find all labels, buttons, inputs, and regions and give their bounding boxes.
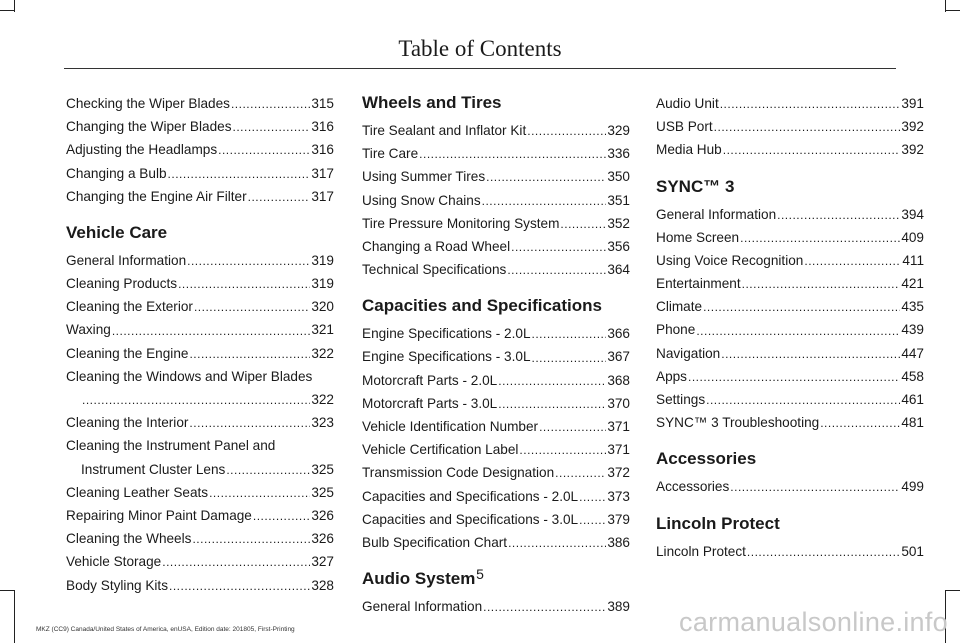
dot-leader <box>82 388 310 411</box>
toc-entry[interactable] <box>362 461 630 484</box>
toc-entry-page: 352 <box>607 215 630 231</box>
toc-entry-page: 325 <box>311 484 334 500</box>
dot-leader <box>714 115 901 138</box>
toc-entry-continuation <box>66 458 334 481</box>
toc-entry-page: 370 <box>607 395 630 411</box>
toc-entry-page: 317 <box>311 165 334 181</box>
watermark: carmanualsonline.info <box>679 607 948 637</box>
toc-entry[interactable] <box>656 540 924 563</box>
toc-entry-title: Tire Sealant and Inflator Kit <box>362 122 527 138</box>
dot-leader <box>178 272 310 295</box>
toc-entry-title: Using Voice Recognition <box>656 252 804 268</box>
toc-entry-title: Motorcraft Parts - 2.0L <box>362 372 498 388</box>
toc-entry-title: Engine Specifications - 3.0L <box>362 349 531 365</box>
toc-entry-title: Repairing Minor Paint Damage <box>66 508 252 524</box>
dot-leader <box>706 388 900 411</box>
dot-leader <box>532 322 607 345</box>
toc-entry[interactable] <box>66 92 334 115</box>
toc-entry[interactable] <box>362 189 630 212</box>
toc-entry[interactable] <box>656 138 924 161</box>
toc-entry-title: Phone <box>656 322 696 338</box>
toc-entry-title: Apps <box>656 368 687 384</box>
toc-entry[interactable] <box>656 115 924 138</box>
crop-mark <box>14 0 15 12</box>
toc-entry-title: Using Summer Tires <box>362 169 486 185</box>
dot-leader <box>560 212 606 235</box>
dot-leader <box>209 481 310 504</box>
section-heading: Lincoln Protect <box>656 513 780 533</box>
page-title: Table of Contents <box>398 36 562 61</box>
toc-entry-title: Capacities and Specifications - 2.0L <box>362 488 579 504</box>
section-heading: Capacities and Specifications <box>362 296 602 316</box>
toc-entry[interactable] <box>362 322 630 345</box>
toc-entry-page: 336 <box>607 146 630 162</box>
crop-mark <box>14 590 15 643</box>
toc-entry-page: 328 <box>311 577 334 593</box>
edition-footer: MKZ (CC9) Canada/United States of America, enUSA, Edition date: 201805, First-Printing <box>36 626 295 633</box>
dot-leader <box>723 138 901 161</box>
toc-entry[interactable] <box>362 165 630 188</box>
toc-entry[interactable] <box>656 411 924 434</box>
toc-entry-title: Cleaning the Windows and Wiper Blades <box>66 368 313 384</box>
toc-entry-page: 327 <box>311 554 334 570</box>
dot-leader <box>189 342 310 365</box>
toc-entry-page: 323 <box>311 415 334 431</box>
toc-entry-page: 461 <box>901 392 924 408</box>
toc-entry-title: Settings <box>656 392 706 408</box>
toc-entry[interactable] <box>66 185 334 208</box>
toc-entry[interactable] <box>362 369 630 392</box>
toc-entry-title: Entertainment <box>656 276 741 292</box>
toc-entry-page: 329 <box>607 122 630 138</box>
toc-entry-title: Accessories <box>656 479 730 495</box>
toc-entry[interactable] <box>66 249 334 272</box>
dot-leader <box>532 346 607 369</box>
toc-entry-page: 371 <box>607 419 630 435</box>
toc-entry-title: Cleaning the Wheels <box>66 531 192 547</box>
toc-entry-title: SYNC™ 3 Troubleshooting <box>656 415 820 431</box>
toc-entry-title: Lincoln Protect <box>656 543 746 559</box>
toc-entry-page: 315 <box>311 95 334 111</box>
toc-entry[interactable] <box>362 142 630 165</box>
dot-leader <box>804 249 901 272</box>
crop-mark <box>0 590 14 591</box>
toc-entry-page: 391 <box>901 95 924 111</box>
toc-entry-title: Media Hub <box>656 142 722 158</box>
toc-entry[interactable] <box>656 475 924 498</box>
toc-entry-title: Home Screen <box>656 229 740 245</box>
dot-leader <box>253 504 310 527</box>
dot-leader <box>189 411 310 434</box>
toc-entry-page: 372 <box>607 465 630 481</box>
toc-entry[interactable] <box>362 595 630 618</box>
dot-leader <box>730 475 900 498</box>
toc-entry-title: Engine Specifications - 2.0L <box>362 326 531 342</box>
toc-entry-page: 392 <box>901 142 924 158</box>
toc-entry[interactable] <box>66 272 334 295</box>
toc-entry-page: 439 <box>901 322 924 338</box>
toc-entry-title: Cleaning the Interior <box>66 415 189 431</box>
toc-entry-page: 319 <box>311 252 334 268</box>
toc-entry[interactable] <box>66 504 334 527</box>
toc-entry-title: Motorcraft Parts - 3.0L <box>362 395 498 411</box>
toc-entry-title: Using Snow Chains <box>362 192 481 208</box>
toc-entry-page: 458 <box>901 368 924 384</box>
toc-entry-title: Changing a Bulb <box>66 165 167 181</box>
toc-entry-title: Technical Specifications <box>362 262 507 278</box>
toc-entry-page: 435 <box>901 299 924 315</box>
toc-entry-page: 320 <box>311 299 334 315</box>
toc-entry-title: Tire Care <box>362 146 419 162</box>
toc-entry-title: Transmission Code Designation <box>362 465 555 481</box>
dot-leader <box>233 115 311 138</box>
toc-entry-page: 351 <box>607 192 630 208</box>
toc-entry-page: 322 <box>311 392 334 408</box>
toc-entry[interactable] <box>656 365 924 388</box>
dot-leader <box>419 142 606 165</box>
toc-entry-title: Changing the Wiper Blades <box>66 119 232 135</box>
toc-entry-page: 373 <box>607 488 630 504</box>
toc-entry-page: 325 <box>311 461 334 477</box>
dot-leader <box>498 369 606 392</box>
toc-entry-page: 371 <box>607 442 630 458</box>
toc-entry[interactable] <box>656 295 924 318</box>
toc-entry-page: 409 <box>901 229 924 245</box>
toc-entry-title: Cleaning the Instrument Panel and <box>66 438 276 454</box>
toc-entry-page: 392 <box>901 119 924 135</box>
toc-entry-title: Vehicle Certification Label <box>362 442 519 458</box>
toc-entry-page: 321 <box>311 322 334 338</box>
dot-leader <box>248 185 311 208</box>
dot-leader <box>486 165 606 188</box>
toc-entry[interactable] <box>362 119 630 142</box>
toc-entry-page: 316 <box>311 119 334 135</box>
toc-entry-title: Bulb Specification Chart <box>362 534 508 550</box>
crop-mark <box>946 10 960 11</box>
toc-entry[interactable] <box>66 434 334 480</box>
dot-leader <box>688 365 900 388</box>
section-heading: Vehicle Care <box>66 222 168 242</box>
toc-entry-title: Climate <box>656 299 703 315</box>
toc-entry[interactable] <box>66 411 334 434</box>
toc-entry-title: Changing the Engine Air Filter <box>66 188 247 204</box>
toc-entry-title: Tire Pressure Monitoring System <box>362 215 560 231</box>
toc-entry-page: 364 <box>607 262 630 278</box>
toc-entry-page: 499 <box>901 479 924 495</box>
toc-entry[interactable] <box>66 162 334 185</box>
dot-leader <box>527 119 606 142</box>
toc-entry-page: 326 <box>311 531 334 547</box>
dot-leader <box>720 92 901 115</box>
dot-leader <box>231 92 310 115</box>
toc-entry[interactable] <box>362 438 630 461</box>
dot-leader <box>507 258 606 281</box>
toc-entry-title: Cleaning Products <box>66 276 178 292</box>
toc-entry-title: Waxing <box>66 322 111 338</box>
toc-entry[interactable] <box>656 388 924 411</box>
toc-entry-title: Audio Unit <box>656 95 719 111</box>
toc-entry[interactable] <box>66 295 334 318</box>
toc-entry[interactable] <box>656 92 924 115</box>
toc-column-2 <box>362 92 630 618</box>
toc-entry-page: 421 <box>901 276 924 292</box>
toc-entry-page: 317 <box>311 188 334 204</box>
toc-entry-page: 366 <box>607 326 630 342</box>
dot-leader <box>194 295 310 318</box>
toc-entry[interactable] <box>362 508 630 531</box>
crop-mark <box>946 590 960 591</box>
dot-leader <box>747 540 900 563</box>
toc-entry-title-line2: Instrument Cluster Lens <box>81 461 226 477</box>
page-number: 5 <box>476 566 484 582</box>
toc-entry-title: General Information <box>656 206 777 222</box>
toc-column-3 <box>656 92 924 563</box>
toc-column-1 <box>66 92 334 597</box>
toc-entry-title: Cleaning Leather Seats <box>66 484 209 500</box>
dot-leader <box>218 138 310 161</box>
dot-leader <box>192 527 310 550</box>
toc-entry-title: General Information <box>362 599 483 615</box>
toc-entry-page: 481 <box>901 415 924 431</box>
toc-entry-page: 389 <box>607 599 630 615</box>
dot-leader <box>168 162 311 185</box>
toc-entry[interactable] <box>66 527 334 550</box>
toc-entry[interactable] <box>656 249 924 272</box>
dot-leader <box>703 295 900 318</box>
dot-leader <box>696 319 900 342</box>
toc-entry[interactable] <box>66 319 334 342</box>
toc-entry-title: Cleaning the Exterior <box>66 299 193 315</box>
toc-entry[interactable] <box>362 346 630 369</box>
toc-entry-page: 316 <box>311 142 334 158</box>
toc-entry-page: 379 <box>607 511 630 527</box>
dot-leader <box>777 203 900 226</box>
toc-entry-title: Changing a Road Wheel <box>362 238 511 254</box>
crop-mark <box>0 10 14 11</box>
toc-entry-title: Adjusting the Headlamps <box>66 142 218 158</box>
toc-entry-title: General Information <box>66 252 187 268</box>
toc-entry[interactable] <box>362 212 630 235</box>
header-divider <box>64 68 896 69</box>
dot-leader <box>508 531 606 554</box>
dot-leader <box>226 458 310 481</box>
dot-leader <box>539 415 606 438</box>
toc-entry[interactable] <box>66 115 334 138</box>
dot-leader <box>112 319 310 342</box>
toc-entry-title: Checking the Wiper Blades <box>66 95 230 111</box>
dot-leader <box>498 392 606 415</box>
dot-leader <box>519 438 606 461</box>
toc-entry-page: 326 <box>311 508 334 524</box>
toc-entry[interactable] <box>362 258 630 281</box>
crop-mark <box>945 0 946 12</box>
toc-entry[interactable] <box>362 415 630 438</box>
toc-entry[interactable] <box>362 531 630 554</box>
section-heading: Audio System <box>362 569 476 589</box>
toc-entry-page: 322 <box>311 345 334 361</box>
toc-entry-page: 368 <box>607 372 630 388</box>
dot-leader <box>483 595 606 618</box>
dot-leader <box>579 485 606 508</box>
toc-entry[interactable] <box>362 392 630 415</box>
toc-entry[interactable] <box>66 342 334 365</box>
dot-leader <box>555 461 606 484</box>
toc-entry-continuation <box>66 388 334 411</box>
toc-entry[interactable] <box>656 226 924 249</box>
section-heading: Accessories <box>656 449 757 469</box>
dot-leader <box>511 235 606 258</box>
toc-entry-page: 447 <box>901 345 924 361</box>
toc-entry[interactable] <box>656 342 924 365</box>
toc-entry-page: 356 <box>607 238 630 254</box>
toc-entry[interactable] <box>66 365 334 411</box>
toc-entry-title: Navigation <box>656 345 721 361</box>
section-heading: SYNC™ 3 <box>656 176 735 196</box>
toc-entry-page: 319 <box>311 276 334 292</box>
toc-entry[interactable] <box>362 235 630 258</box>
toc-entry[interactable] <box>66 138 334 161</box>
dot-leader <box>740 226 900 249</box>
toc-entry-page: 501 <box>901 543 924 559</box>
toc-entry[interactable] <box>656 319 924 342</box>
toc-entry-page: 350 <box>607 169 630 185</box>
toc-entry-page: 367 <box>607 349 630 365</box>
dot-leader <box>579 508 606 531</box>
toc-entry-page: 394 <box>901 206 924 222</box>
toc-entry[interactable] <box>66 481 334 504</box>
section-heading: Wheels and Tires <box>362 93 502 112</box>
toc-entry-title: Vehicle Storage <box>66 554 162 570</box>
toc-entry-title: Cleaning the Engine <box>66 345 189 361</box>
toc-entry-title: Body Styling Kits <box>66 577 168 593</box>
toc-entry-title: USB Port <box>656 119 713 135</box>
toc-entry[interactable] <box>362 485 630 508</box>
toc-entry-title: Capacities and Specifications - 3.0L <box>362 511 579 527</box>
toc-entry[interactable] <box>656 272 924 295</box>
dot-leader <box>482 189 607 212</box>
toc-entry[interactable] <box>656 203 924 226</box>
dot-leader <box>742 272 901 295</box>
dot-leader <box>820 411 900 434</box>
dot-leader <box>187 249 310 272</box>
toc-entry-title: Vehicle Identification Number <box>362 419 539 435</box>
dot-leader <box>721 342 900 365</box>
toc-entry-page: 411 <box>902 252 924 268</box>
toc-entry-page: 386 <box>607 534 630 550</box>
